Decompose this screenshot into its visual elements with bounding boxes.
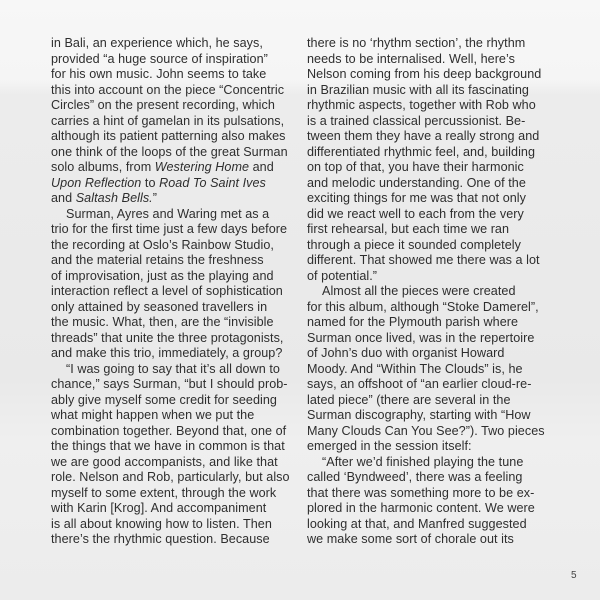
text-line [307, 238, 557, 254]
text-segment: there is no ‘rhythm section’, the rhythm [307, 36, 526, 50]
text-line [51, 346, 301, 362]
text-line [51, 52, 301, 68]
text-segment: looking at that, and Manfred suggested [307, 516, 527, 531]
text-line [51, 362, 301, 378]
text-segment: named for the Plymouth parish where [307, 315, 519, 329]
text-line [307, 362, 557, 378]
text-line [51, 408, 301, 424]
text-line [51, 300, 301, 316]
text-segment: the music. What, then, are the “invisible [51, 315, 274, 329]
text-line [307, 486, 557, 502]
text-line [307, 346, 557, 362]
text-segment: to [141, 175, 160, 190]
text-line [307, 83, 557, 99]
text-segment: combination together. Beyond that, one of [51, 423, 287, 438]
text-line [51, 269, 301, 285]
text-segment: Surman discography, starting with “How [307, 408, 531, 422]
text-line [307, 377, 557, 393]
text-line [51, 67, 301, 83]
text-line [307, 207, 557, 223]
text-line [51, 424, 301, 440]
text-line [51, 207, 301, 223]
text-line [307, 300, 557, 316]
text-segment: exciting things for me was that not only [307, 191, 527, 205]
text-line [307, 408, 557, 424]
text-segment: for his own music. John seems to take [51, 67, 267, 81]
text-line [51, 486, 301, 502]
text-segment: on top of that, you have their harmonic [307, 160, 524, 174]
text-segment: first rehearsal, but each time we ran [307, 222, 510, 236]
text-segment: for this album, although “Stoke Damerel”, [307, 299, 539, 314]
text-line [307, 393, 557, 409]
text-segment: needs to be internalised. Well, here’s [307, 51, 515, 66]
text-segment: Almost all the pieces were created [322, 284, 516, 298]
text-segment: the things that we have in common is that [51, 439, 285, 453]
text-line [307, 36, 557, 52]
text-segment: in Bali, an experience which, he says, [51, 36, 263, 50]
italic-title: Upon Reflection [51, 175, 142, 190]
text-segment: and the material retains the freshness [51, 253, 264, 267]
text-segment: called ‘Byndweed’, there was a feeling [307, 470, 523, 484]
text-segment: myself to some extent, through the work [51, 485, 277, 500]
text-line [307, 501, 557, 517]
text-segment: did we react well to each from the very [307, 206, 524, 221]
text-line [307, 52, 557, 68]
text-segment: we are good accompanists, and like that [51, 454, 278, 469]
text-line [51, 331, 301, 347]
text-segment: and [51, 191, 76, 205]
text-segment: different. That showed me there was a lot [307, 253, 540, 267]
text-segment: ably give myself some credit for seeding [51, 392, 277, 407]
text-line [51, 532, 301, 548]
text-segment: Nelson coming from his deep background [307, 67, 542, 81]
text-line [307, 114, 557, 130]
text-line [51, 393, 301, 409]
text-segment: of improvisation, just as the playing and [51, 268, 274, 283]
text-line [307, 98, 557, 114]
text-segment: is a trained classical percussionist. Be- [307, 113, 526, 128]
text-line [51, 470, 301, 486]
text-segment: of potential.” [307, 268, 378, 283]
text-segment: chance,” says Surman, “but I should prob- [51, 377, 288, 391]
text-line [307, 176, 557, 192]
text-line [307, 160, 557, 176]
text-segment: lated piece” (there are several in the [307, 392, 511, 407]
text-segment: we make some sort of chorale out its [307, 532, 514, 546]
text-segment: that there was something more to be ex- [307, 485, 535, 500]
text-line [307, 269, 557, 285]
text-line [307, 191, 557, 207]
page-number: 5 [571, 570, 577, 581]
text-segment: is all about knowing how to listen. Then [51, 516, 272, 531]
text-segment: “I was going to say that it’s all down to [66, 361, 280, 376]
text-segment: plored in the harmonic content. We were [307, 501, 535, 515]
text-line [51, 238, 301, 254]
text-line [51, 191, 301, 207]
text-line [51, 145, 301, 161]
text-segment: what might happen when we put the [51, 408, 255, 422]
text-line [51, 284, 301, 300]
text-segment: of John’s duo with organist Howard [307, 346, 505, 360]
text-line [307, 455, 557, 471]
text-segment: ” [152, 191, 157, 205]
text-line [51, 439, 301, 455]
text-line [51, 36, 301, 52]
text-line [307, 315, 557, 331]
text-line [307, 222, 557, 238]
text-line [307, 67, 557, 83]
text-segment: although its patient patterning also makes [51, 129, 286, 143]
text-line [307, 517, 557, 533]
text-column-left [51, 36, 301, 548]
text-line [51, 222, 301, 238]
text-segment: Surman, Ayres and Waring met as a [66, 206, 270, 221]
text-line [307, 253, 557, 269]
text-line [307, 470, 557, 486]
text-line [307, 331, 557, 347]
text-segment: solo albums, from [51, 160, 155, 174]
text-segment: rhythmic aspects, together with Rob who [307, 98, 536, 112]
text-segment: this into account on the piece “Concentric [51, 82, 285, 97]
text-line [307, 145, 557, 161]
text-segment: and [249, 160, 274, 174]
text-segment: provided “a huge source of inspiration” [51, 51, 268, 66]
text-segment: emerged in the session itself: [307, 439, 472, 453]
text-line [51, 455, 301, 471]
text-line [51, 501, 301, 517]
text-segment: through a piece it sounded completely [307, 237, 521, 252]
text-segment: carries a hint of gamelan in its pulsations, [51, 113, 285, 128]
italic-title: Westering Home [154, 160, 250, 174]
text-line [51, 129, 301, 145]
text-line [51, 98, 301, 114]
text-line [307, 129, 557, 145]
text-segment: tween them they have a really strong and [307, 129, 540, 143]
text-segment: Many Clouds Can You See?”). Two pieces [307, 423, 545, 438]
text-segment: only attained by seasoned travellers in [51, 299, 268, 314]
text-line [51, 377, 301, 393]
text-line [51, 315, 301, 331]
text-segment: and melodic understanding. One of the [307, 175, 526, 190]
text-line [51, 176, 301, 192]
text-segment: differentiated rhythmic feel, and, building [307, 144, 536, 159]
text-line [51, 160, 301, 176]
text-segment: the recording at Oslo’s Rainbow Studio, [51, 237, 274, 252]
text-segment: “After we’d finished playing the tune [322, 454, 524, 469]
text-line [51, 253, 301, 269]
text-segment: threads” that unite the three protagonists, [51, 330, 284, 345]
text-segment: Surman once lived, was in the repertoire [307, 330, 535, 345]
text-line [307, 532, 557, 548]
text-segment: Moody. And “Within The Clouds” is, he [307, 361, 523, 376]
text-segment: Circles” on the present recording, which [51, 98, 275, 112]
text-column-right [307, 36, 557, 548]
text-segment: with Karin [Krog]. And accompaniment [51, 501, 267, 515]
italic-title: Road To Saint Ives [159, 175, 266, 190]
italic-title: Saltash Bells. [75, 191, 153, 205]
text-segment: says, an offshoot of “an earlier cloud-re- [307, 377, 532, 391]
text-line [51, 114, 301, 130]
text-segment: in Brazilian music with all its fascinating [307, 82, 529, 97]
text-segment: trio for the first time just a few days before [51, 222, 288, 236]
text-segment: role. Nelson and Rob, particularly, but also [51, 470, 290, 484]
text-line [307, 439, 557, 455]
text-line [51, 517, 301, 533]
text-segment: and make this trio, immediately, a group? [51, 346, 283, 360]
text-segment: one think of the loops of the great Surman [51, 144, 288, 159]
text-line [307, 284, 557, 300]
text-segment: there’s the rhythmic question. Because [51, 532, 270, 546]
text-segment: interaction reflect a level of sophistication [51, 284, 283, 298]
text-line [51, 83, 301, 99]
text-line [307, 424, 557, 440]
